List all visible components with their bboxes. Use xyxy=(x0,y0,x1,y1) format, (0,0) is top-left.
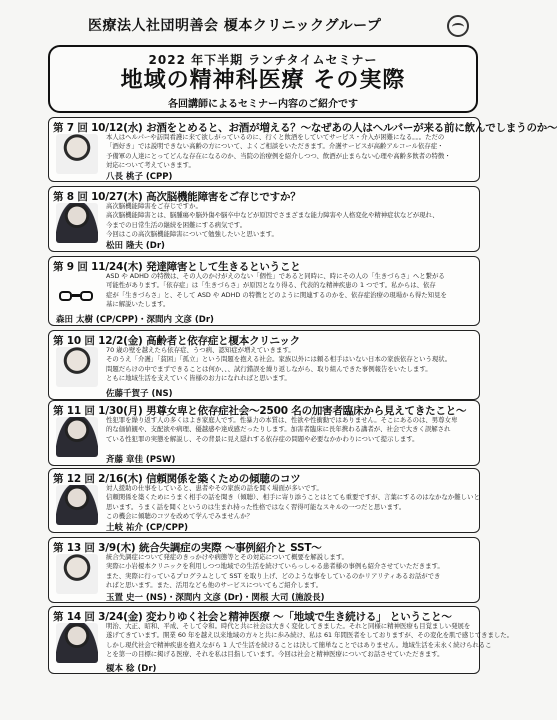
speaker-name: 玉置 史一 (NS)・深間内 文彦 (Dr)・関根 大司 (施設長) xyxy=(106,593,325,603)
speaker-photo xyxy=(56,623,98,663)
seminar-title: 第 8 回 10/27(木) 高次脳機能障害をご存じですか？ xyxy=(53,191,301,203)
seminar-card xyxy=(48,330,480,400)
description-line: 基に解説いたします。 xyxy=(106,300,170,309)
speaker-name: 松田 隆夫 (Dr) xyxy=(106,241,165,251)
page-title: 地域の精神科医療 その実際 xyxy=(120,68,406,93)
description-line: 思います。うまく話を聞くというのは生まれ持った性格ではなく習得可能なスキルの一つだと思います。 xyxy=(106,502,406,511)
speaker-photo xyxy=(56,485,98,525)
seminar-title: 第 12 回 2/16(木) 信頼関係を築くための傾聴のコツ xyxy=(53,473,301,485)
header-box xyxy=(48,45,478,113)
description-line: 可能性があります。「依存症」は「生きづらさ」が原因となり得る、代表的な精神疾患の 1 つです。私からは、依存 xyxy=(106,281,436,290)
description-line: 実際に小岩榎本クリニックを利用しつつ地域での生活を続けていらっしゃる患者様の事例も紹介させていただきます。 xyxy=(106,562,444,571)
description-line: 「酒好き」では説明できない高齢の方について、よくご相談をいただきます。介護サービスが高齢アルコール依存症・ xyxy=(106,142,444,151)
description-line: そのうえ「介護」「貧困」「孤立」という問題を抱える社会。家族以外には頼る相手はいない日本の家族依存という現状。 xyxy=(106,355,452,364)
description-line: 本人はヘルパーや訪問看護に来て欲しがっているのに、行くと飲酒をしていてサービス・介入が困難になる。。。ただの xyxy=(106,133,445,141)
seminar-card xyxy=(48,186,480,252)
seminar-card xyxy=(48,537,480,603)
description-line: ASD や ADHD の特徴は、その人のかけがえのない「個性」であると同時に、時にその人の「生きづらさ」へと繋がる xyxy=(106,272,445,280)
seminar-description xyxy=(106,484,480,522)
seminar-description xyxy=(106,553,473,591)
glasses-icon xyxy=(59,291,93,303)
speaker-name: 佐藤千賀子 (NS) xyxy=(106,389,173,399)
description-line: ともに地域生活を支えていく皆様のお力になれればと思います。 xyxy=(106,374,291,383)
description-line: 症が「生きづらさ」と、そして ASD や ADHD の特徴とどのように関連するのかを、依存症治療の現場から得た知見を xyxy=(106,290,447,299)
description-line: 的な価値観や、支配欲や病理、優越感や達成感だったりします。加害者臨床に長年携わる講者が、社会で大きく誤解され xyxy=(106,425,451,434)
seminar-card xyxy=(48,400,480,466)
speaker-photo xyxy=(56,203,98,243)
seminar-description xyxy=(106,272,473,310)
description-line: この機会に傾聴のコツを改めて学んでみませんか？ xyxy=(106,512,253,521)
description-line: 信頼関係を築くためにうまく相手の話を聞き（傾聴）、相手に寄り添うことはとても重要ですが、言葉にするのはなかなか難しいと xyxy=(106,493,480,502)
description-line: ればと思います。また、活用なども他のサービスについてもご紹介します。 xyxy=(106,581,323,590)
description-line: 対人援助の仕事をしていると、患者やその家族の話を聞く場面が多いです。 xyxy=(106,484,323,492)
description-line: 性犯罪を繰り返す人の多くはよき家庭人です。性暴力の本質は、性欲や性衝動ではありません。そこにあるのは、男尊女卑 xyxy=(106,416,458,424)
seminar-title: 第 7 回 10/12(水) お酒をとめると、お酒が増える？～なぜあの人はヘルパーが来る前に飲んでしまうのか～ xyxy=(53,122,557,134)
seminar-card xyxy=(48,117,557,182)
speaker-name: 土岐 祐介 (CP/CPP) xyxy=(106,523,188,533)
seminar-card xyxy=(48,606,514,674)
description-line: 遂げてきています。開業 60 年を越え以来地域の方々と共に歩み続け、私は 61 年間医者をしておりますが、その変化を肌で感じてきました。 xyxy=(106,631,514,640)
clinic-logo-icon xyxy=(447,15,469,37)
description-line: 今までの日常生活の継続を困難にする病気です。 xyxy=(106,220,247,229)
speaker-photo xyxy=(56,347,98,387)
speaker-photo xyxy=(56,554,98,594)
description-line: 明治、大正、昭和、平成、そして令和。時代と共に社会は大きく変化してきました。それと同様に精神医療も目覚ましい発展を xyxy=(106,622,471,630)
description-line: 対応について考えていきます。 xyxy=(106,161,195,170)
header-note: 各回講師によるセミナー内容のご紹介です xyxy=(168,99,358,110)
seminar-title: 第 11 回 1/30(月) 男尊女卑と依存症社会～2500 名の加害者臨床から見えてきたこと～ xyxy=(53,405,467,417)
speaker-photo xyxy=(56,417,98,457)
description-line: 今回はこの高次脳機能障害について勉強したいと思います。 xyxy=(106,230,278,239)
seminar-description xyxy=(106,202,473,240)
speaker-name: 斉藤 章佳 (PSW) xyxy=(106,455,176,465)
seminar-card xyxy=(48,256,480,326)
description-line: 統合失調症について発症のきっかけや病態等とその対応について概要を解説します。 xyxy=(106,553,349,561)
seminar-title: 第 10 回 12/2(金) 高齢者と依存症と榎本クリニック xyxy=(53,335,300,347)
description-line: しかし現代社会で精神疾患を抱えながら 1 人で生活を続けることは決して簡単なことではありません。地域生活を末永く続けられるこ xyxy=(106,640,492,649)
description-line: 問題だらけの中でまずできることは何か、、、試行錯誤を繰り返しながら、取り組んできた事例報告をいたします。 xyxy=(106,364,432,373)
speaker-name: 八長 桃子 (CPP) xyxy=(106,172,173,182)
speaker-name: 森田 太樹 (CP/CPP)・深間内 文彦 (Dr) xyxy=(56,315,214,325)
seminar-title: 第 9 回 11/24(木) 発達障害として生きるということ xyxy=(53,261,301,273)
seminar-card xyxy=(48,468,480,533)
seminar-description xyxy=(106,133,473,171)
seminar-description xyxy=(106,346,473,384)
description-line: また、実際に行っているプログラムとして SST を取り上げ、どのような事をしているのかリアリティあるお話ができ xyxy=(106,571,441,580)
speaker-name: 榎本 稔 (Dr) xyxy=(106,664,157,674)
seminar-description xyxy=(106,622,514,660)
seminar-title: 第 13 回 3/9(木) 統合失調症の実際 ～事例紹介と SST～ xyxy=(53,542,322,554)
speaker-photo xyxy=(56,134,98,174)
description-line: とを第一の目標に掲げる医療、それを私は目指しています。今回は社会と精神医療についてお話させていただきます。 xyxy=(106,650,444,659)
seminar-description xyxy=(106,416,473,444)
description-line: ている性犯罪の実態を解説し、その背景に見え隠れする依存症の問題や必要なかかわりについて提示します。 xyxy=(106,434,419,443)
seminar-series-subtitle: 2022 年下半期 ランチタイムセミナー xyxy=(148,53,378,67)
seminar-title: 第 14 回 3/24(金) 変わりゆく社会と精神医療 ～「地域で生き続ける」 ということ～ xyxy=(53,611,452,623)
description-line: 高次脳機能障害をご存じですか。 xyxy=(106,202,202,210)
description-line: 70 歳の壁を越えたら依存症、うつ病、認知症が増えていきます。 xyxy=(106,346,295,354)
description-line: 予備軍の人達にとってどんな存在になるのか、当院の治療例を紹介しつつ、飲酒が止まらない心理や高齢多飲者の特徴・ xyxy=(106,151,451,160)
organization-name: 医療法人社団明善会 榎本クリニックグループ xyxy=(88,18,382,34)
description-line: 高次脳機能障害とは、脳腫瘍や脳外傷や脳卒中などが原因でさまざまな能力障害や人格変化や精神症状などが現れ、 xyxy=(106,211,439,220)
